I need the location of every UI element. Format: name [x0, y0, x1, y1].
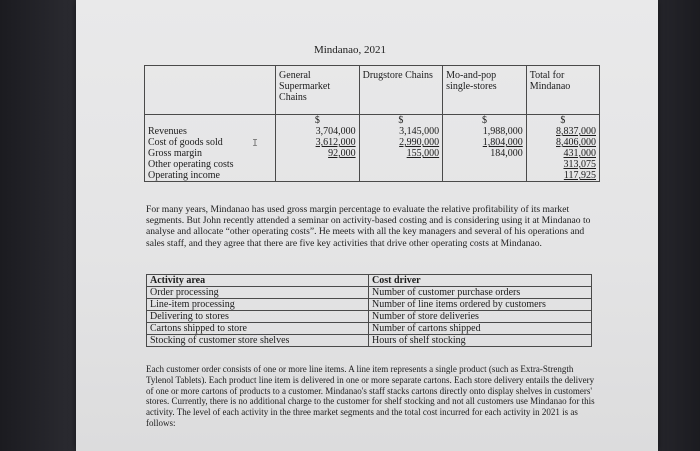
activity-area-cell: Stocking of customer store shelves: [147, 335, 369, 347]
header-cost-driver: Cost driver: [369, 275, 592, 287]
label-other-operating: Other operating costs: [148, 159, 234, 170]
header-total: Total for Mindanao: [526, 66, 599, 115]
value-oi-total: 117,925: [563, 170, 596, 181]
col-mom-and-pop: [443, 115, 527, 182]
activity-area-cell: Line-item processing: [147, 299, 369, 311]
value-ooc-total: 313,075: [563, 159, 596, 170]
label-revenues: Revenues: [148, 126, 187, 137]
label-operating-income: Operating income: [148, 170, 220, 181]
activity-header-row: [147, 275, 592, 287]
header-drugstore: Drugstore Chains: [359, 66, 443, 115]
paragraph-activity-details: Each customer order consists of one or more line items. A line item represents a single product (such as Extra-Strength Tylenol Tablets). Each product line item is delivered in one or more separate cartons. Each store delivery entails the delivery of one or more cartons of products to a customer. Mindanao's staff stacks cartons directly onto display shelves in customers' stores. Currently, there is no additional charge to the customer for shelf stocking and not all customers use Mindanao for this activity. The level of each activity in the three market segments and the total cost incurred for each activity in 2021 is as follows:: [146, 364, 595, 428]
value-revenue-total: 8,837,000: [556, 126, 596, 137]
activity-area-cell: Cartons shipped to store: [147, 323, 369, 335]
financial-table: [144, 65, 600, 182]
header-activity-area: Activity area: [147, 275, 369, 287]
page-title: Mindanao, 2021: [313, 44, 387, 56]
currency-symbol: $: [398, 115, 404, 126]
activity-area-cell: Order processing: [147, 287, 369, 299]
value-gm-mp: 184,000: [490, 148, 523, 159]
value-cogs-mp: 1,804,000: [482, 137, 523, 148]
header-empty: [145, 66, 276, 115]
value-revenue-mp: 1,988,000: [482, 126, 523, 137]
paragraph-intro: For many years, Mindanao has used gross margin percentage to evaluate the relative profitability of its market segments. But John recently attended a seminar on activity-based costing and is considering using it at Mindanao to analyse and allocate “other operating costs”. He meets with all the key managers and several of his operations and sales staff, and they agree that there are five key activities that drive other operating costs at Mindanao.: [146, 204, 591, 249]
activity-row: [147, 335, 592, 347]
activity-area-cell: Delivering to stores: [147, 311, 369, 323]
col-drugstore: [359, 115, 443, 182]
label-cogs: Cost of goods sold: [148, 137, 223, 148]
cost-driver-cell: Number of store deliveries: [369, 311, 592, 323]
activity-row: [147, 287, 592, 299]
value-gm-gs: 92,000: [328, 148, 356, 159]
value-revenue-dc: 3,145,000: [399, 126, 440, 137]
financial-header-row: [145, 66, 600, 115]
col-total: [526, 115, 599, 182]
header-mom-and-pop: Mo-and-pop single-stores: [443, 66, 527, 115]
value-revenue-gs: 3,704,000: [315, 126, 356, 137]
activity-row: [147, 311, 592, 323]
label-gross-margin: Gross margin: [148, 148, 202, 159]
activity-row: [147, 299, 592, 311]
text-cursor-icon: I: [252, 138, 259, 149]
value-gm-total: 431,000: [563, 148, 596, 159]
value-cogs-gs: 3,612,000: [315, 137, 356, 148]
currency-label: [148, 115, 272, 126]
cost-driver-cell: Number of customer purchase orders: [369, 287, 592, 299]
cost-driver-cell: Hours of shelf stocking: [369, 335, 592, 347]
header-general-supermarket: General Supermarket Chains: [276, 66, 360, 115]
currency-symbol: $: [560, 115, 566, 126]
financial-rows-block: [145, 115, 600, 182]
col-general-supermarket: [276, 115, 360, 182]
value-cogs-dc: 2,990,000: [399, 137, 440, 148]
value-gm-dc: 155,000: [406, 148, 440, 159]
value-cogs-total: 8,406,000: [556, 137, 596, 148]
currency-symbol: $: [314, 115, 320, 126]
cost-driver-cell: Number of cartons shipped: [369, 323, 592, 335]
activity-row: [147, 323, 592, 335]
activity-table: [146, 274, 592, 347]
currency-symbol: $: [481, 115, 487, 126]
cost-driver-cell: Number of line items ordered by customers: [369, 299, 592, 311]
